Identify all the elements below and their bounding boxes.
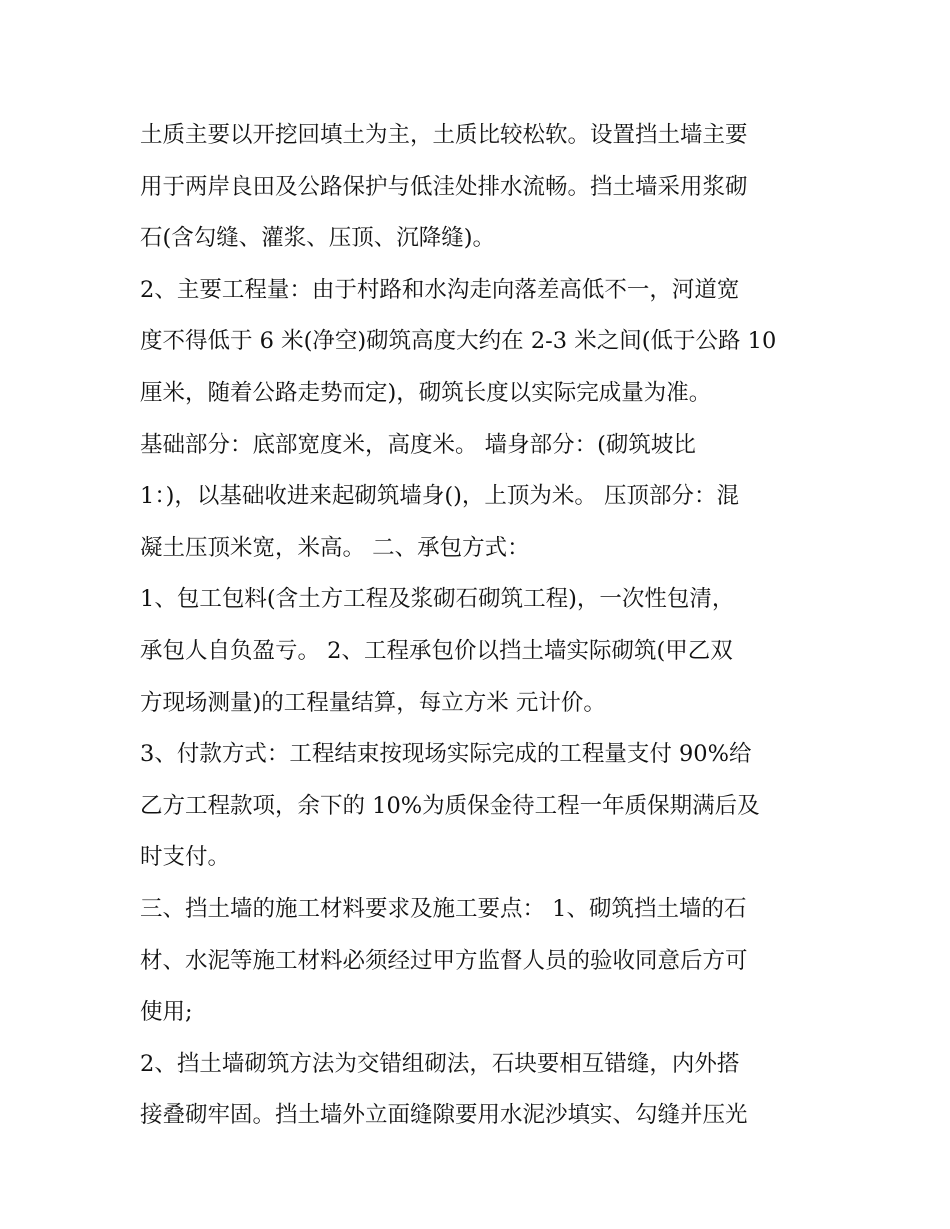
text-line: 凝土压顶米宽，米高。 二、承包方式： [140, 534, 530, 561]
text-line: 土质主要以开挖回填土为主，土质比较松软。设置挡土墙主要 [140, 122, 748, 148]
text-line: 材、水泥等施工材料必须经过甲方监督人员的验收同意后方可 [140, 947, 748, 974]
text-line: 3、付款方式：工程结束按现场实际完成的工程量支付 90%给 [140, 741, 752, 768]
text-line: 石(含勾缝、灌浆、压顶、沉降缝)。 [140, 225, 496, 252]
text-line: 三、挡土墙的施工材料要求及施工要点： 1、砌筑挡土墙的石 [140, 895, 747, 922]
text-line: 时支付。 [140, 844, 231, 871]
body-text [140, 110, 830, 1142]
text-line: 1、包工包料(含土方工程及浆砌石砌筑工程)，一次性包清， [140, 586, 735, 613]
text-line: 方现场测量)的工程量结算，每立方米 元计价。 [140, 689, 606, 716]
text-line: 使用; [140, 999, 193, 1026]
text-line: 用于两岸良田及公路保护与低洼处排水流畅。挡土墙采用浆砌 [140, 173, 748, 200]
text-line: 承包人自负盈亏。 2、工程承包价以挡土墙实际砌筑(甲乙双 [140, 637, 733, 664]
text-line: 2、主要工程量：由于村路和水沟走向落差高低不一，河道宽 [140, 276, 740, 303]
text-line: 接叠砌牢固。挡土墙外立面缝隙要用水泥沙填实、勾缝并压光 [140, 1102, 748, 1129]
text-line: 度不得低于 6 米(净空)砌筑高度大约在 2-3 米之间(低于公路 10 [140, 328, 777, 355]
text-line: 1：)，以基础收进来起砌筑墙身()，上顶为米。 压顶部分：混 [140, 483, 740, 510]
text-line: 基础部分：底部宽度米，高度米。 墙身部分：(砌筑坡比 [140, 431, 696, 458]
text-line: 厘米，随着公路走势而定)，砌筑长度以实际完成量为准。 [140, 379, 712, 406]
text-line: 乙方工程款项，余下的 10%为质保金待工程一年质保期满后及 [140, 792, 760, 819]
text-line: 2、挡土墙砌筑方法为交错组砌法，石块要相互错缝，内外搭 [140, 1050, 740, 1077]
